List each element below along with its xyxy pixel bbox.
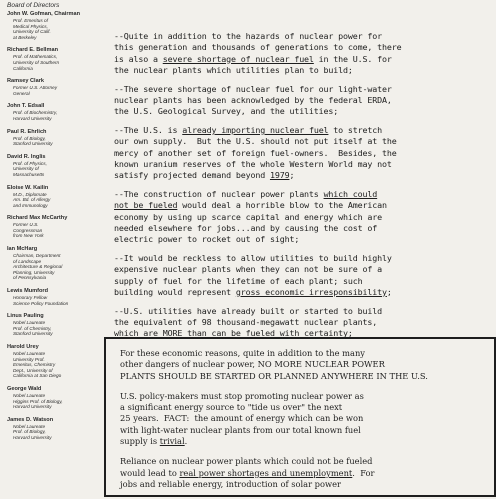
text-line — [114, 42, 480, 53]
text-segment: U.S. policy-makers must stop promoting nuclear power as — [120, 390, 364, 401]
text-segment: supply is — [120, 436, 160, 447]
text-segment: --It would be reckless to allow utilities to build highly — [114, 253, 392, 264]
paragraph — [120, 348, 480, 382]
board-member — [7, 386, 105, 410]
board-member-affiliation: Former U.S. Attorney General — [13, 85, 58, 96]
board-member-name: Lewis Mumford — [7, 288, 49, 295]
text-segment: --The U.S. is — [114, 125, 183, 136]
text-segment: . For — [352, 467, 375, 478]
text-line — [114, 125, 480, 136]
text-line — [114, 306, 480, 317]
board-member-name: Harold Urey — [7, 344, 39, 350]
text-segment: this generation and thousands of generations to come, there — [114, 42, 402, 53]
text-line — [114, 170, 480, 181]
board-member-name: Richard Max McCarthy — [7, 215, 68, 222]
text-line — [114, 253, 480, 264]
text-line — [114, 223, 480, 234]
board-member-name: George Wald — [7, 385, 42, 392]
text-segment: to stretch — [328, 125, 383, 136]
board-member — [7, 215, 105, 239]
text-segment: mercy of another set of foreign fuel-owners. Besides, the — [114, 147, 397, 158]
board-member-name: Richard E. Bellman — [7, 47, 58, 54]
paragraph — [114, 306, 480, 340]
underlined-phrase: already importing nuclear fuel — [182, 125, 329, 136]
board-member-name: John W. Gofman, Chairman — [7, 11, 81, 17]
text-line — [114, 148, 480, 159]
text-segment: the nuclear plants which utilities plan to build; — [114, 64, 353, 75]
board-member — [7, 129, 105, 147]
text-line — [120, 468, 480, 479]
text-segment: the equivalent of 98 thousand-megawatt nuclear plants, — [114, 317, 378, 328]
underlined-phrase: 1979 — [269, 170, 290, 181]
text-segment: For these economic reasons, quite in addition to the many — [120, 348, 365, 358]
board-member-name: Ian McHarg — [7, 246, 38, 253]
board-member — [7, 78, 105, 96]
text-line — [120, 402, 480, 413]
board-member-affiliation: Prof. of Mathematics, University of Southern California — [13, 54, 60, 71]
text-line — [120, 371, 480, 382]
text-line — [114, 317, 480, 328]
board-member-affiliation: Nobel Laureate Prof. of Biology, Harvard University — [13, 423, 52, 440]
text-segment: 25 years. FACT: the amount of energy which can be won — [120, 413, 364, 424]
board-member — [7, 11, 105, 40]
board-member — [7, 246, 105, 281]
text-segment: needed elsewhere for jobs...and by causing the cost of — [114, 222, 378, 233]
text-line — [114, 54, 480, 65]
board-member-affiliation: Prof. Emeritus of Medical Physics, University of Calif. at Berkeley — [13, 18, 51, 40]
text-line — [120, 413, 480, 424]
text-line — [114, 31, 480, 42]
text-line — [114, 159, 480, 170]
board-member — [7, 47, 105, 71]
text-segment: ; — [289, 170, 295, 181]
text-segment: with light-water nuclear plants from our total known fuel — [120, 424, 361, 435]
text-segment: the U.S. Geological Survey, and the utilities; — [114, 106, 339, 117]
paragraph — [120, 456, 480, 490]
text-segment: electric power to rocket out of sight; — [114, 234, 300, 245]
board-heading: Board of Directors — [7, 2, 60, 9]
text-line — [120, 359, 480, 370]
board-member — [7, 185, 105, 209]
text-line — [114, 212, 480, 223]
text-line — [120, 348, 480, 359]
text-segment: expensive nuclear plants when they can not be sure of a — [114, 264, 383, 275]
text-segment: PLANTS SHOULD BE STARTED OR PLANNED ANYWHERE IN THE U.S. — [120, 370, 428, 381]
text-segment: ; — [347, 328, 353, 339]
underlined-phrase: which could — [323, 189, 378, 200]
underlined-phrase: not be fueled — [114, 200, 178, 211]
text-segment: --Quite in addition to the hazards of nuclear power for — [114, 31, 383, 41]
underlined-phrase: real power shortages and unemployment — [179, 467, 353, 478]
text-segment: is also a — [114, 53, 163, 64]
text-segment: would lead to — [120, 467, 180, 478]
board-member — [7, 417, 105, 441]
text-segment: our own supply. But the U.S. should not put itself at the — [114, 136, 397, 147]
underlined-phrase: which are MORE than can be fueled with certainty — [114, 328, 348, 339]
text-line — [114, 84, 480, 95]
board-member-affiliation: Prof. of Biology, Stanford University — [13, 135, 53, 147]
paragraph — [114, 31, 480, 76]
text-line — [114, 200, 480, 211]
text-segment: in the U.S. for — [313, 53, 392, 64]
text-segment: economy by using up scarce capital and energy which are — [114, 211, 383, 222]
board-member-affiliation: Nobel Laureate Prof. of Chemistry, Stanford University — [13, 320, 53, 337]
text-segment: . — [184, 436, 188, 447]
text-line — [120, 391, 480, 402]
paragraph — [120, 391, 480, 447]
text-line — [114, 95, 480, 106]
underlined-phrase: severe shortage of nuclear fuel — [162, 53, 314, 64]
board-member-affiliation: Nobel Laureate University Prof. Emeritus, Chemistry Dept., University of California at San Diego — [13, 351, 62, 379]
text-line — [114, 264, 480, 275]
board-member-affiliation: M.D., Diplomate Am. Bd. of Allergy and Immunology — [13, 191, 51, 208]
board-member-affiliation: Prof. of Biochemistry, Harvard University — [13, 110, 58, 121]
board-member-affiliation: Honorary Fellow Science Policy Foundation — [13, 295, 69, 306]
board-member-name: Eloise W. Kailin — [7, 184, 49, 191]
text-line — [120, 456, 480, 467]
paragraph — [114, 253, 480, 298]
board-member — [7, 103, 105, 121]
text-line — [114, 65, 480, 76]
board-member-affiliation: Former U.S. Congressman from New York — [13, 222, 44, 239]
underlined-phrase: trivial — [159, 436, 185, 447]
boxed-conclusion-text — [120, 348, 480, 499]
text-line — [114, 287, 480, 298]
board-member-name: David R. Inglis — [7, 153, 46, 160]
board-member-name: James D. Watson — [7, 416, 54, 423]
paragraph — [114, 125, 480, 181]
text-line — [120, 425, 480, 436]
text-line — [114, 276, 480, 287]
text-segment: --The construction of nuclear power plants — [114, 189, 324, 200]
board-of-directors-sidebar — [7, 2, 105, 448]
text-segment: nuclear plants has been acknowledged by the federal ERDA, — [114, 94, 392, 105]
text-line — [114, 189, 480, 200]
underlined-phrase: gross economic irresponsibility — [235, 286, 387, 297]
board-member-name: Ramsey Clark — [7, 78, 45, 85]
text-segment: other dangers of nuclear power, NO MORE NUCLEAR POWER — [120, 359, 385, 370]
text-segment: --The severe shortage of nuclear fuel for our light-water — [114, 83, 392, 94]
text-segment: a significant energy source to "tide us over" the next — [120, 402, 343, 413]
text-line — [114, 106, 480, 117]
text-segment: --U.S. utilities have already built or started to build — [114, 305, 383, 316]
board-member — [7, 344, 105, 379]
board-member — [7, 313, 105, 337]
text-segment: supply of fuel for the lifetime of each plant; such — [114, 275, 363, 286]
text-line — [120, 479, 480, 490]
text-segment: would deal a horrible blow to the American — [177, 200, 387, 211]
text-line — [114, 234, 480, 245]
board-member-name: John T. Edsall — [7, 103, 45, 110]
text-segment: jobs and reliable energy, introduction of solar power — [120, 478, 341, 489]
paragraph — [114, 189, 480, 245]
text-segment: building would represent — [114, 286, 236, 297]
text-segment: known uranium reserves of the whole Western World may not — [114, 158, 392, 169]
text-line — [120, 436, 480, 447]
board-member-name: Paul R. Ehrlich — [7, 128, 47, 135]
paragraph — [114, 84, 480, 118]
board-member-affiliation: Prof. of Physics, University of Massachusetts — [13, 160, 47, 177]
board-member-name: Linus Pauling — [7, 313, 44, 320]
board-member — [7, 288, 105, 306]
text-segment: Reliance on nuclear power plants which could not be fueled — [120, 456, 373, 467]
board-member-list — [7, 11, 105, 441]
main-body-text — [114, 31, 480, 347]
text-segment: satisfy projected demand beyond — [114, 170, 270, 181]
board-member — [7, 154, 105, 178]
text-segment: ; — [386, 286, 392, 297]
board-member-affiliation: Nobel Laureate Higgins Prof. of Biology, Harvard University — [13, 392, 63, 410]
text-line — [114, 136, 480, 147]
board-member-affiliation: Chairman, Department of Landscape Architecture & Regional Planning, University of Pennsylvania — [13, 253, 63, 281]
